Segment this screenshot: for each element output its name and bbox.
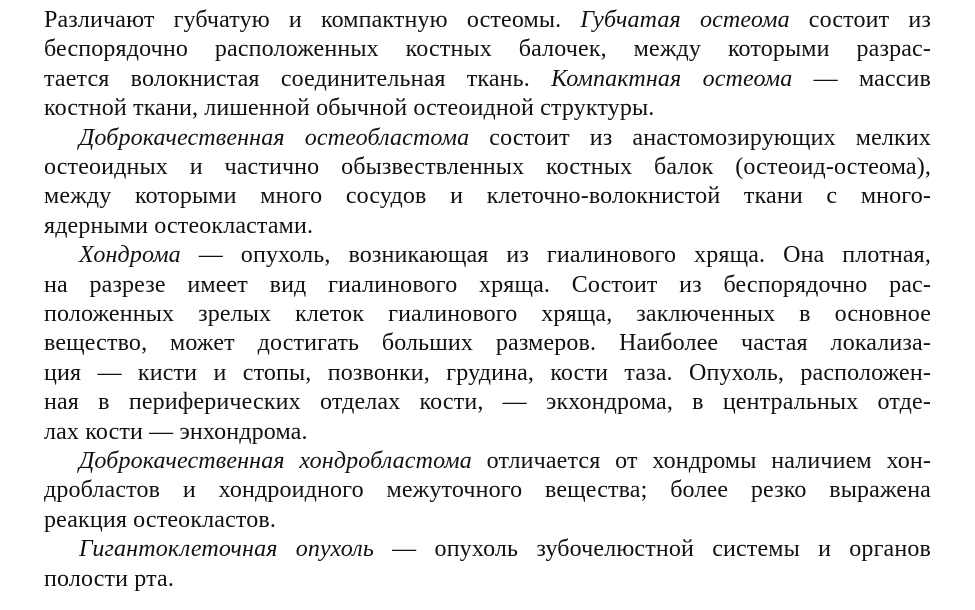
text-line bbox=[44, 212, 313, 241]
text-run: состоит из bbox=[789, 7, 931, 33]
text-run: положенных зрелых клеток гиалинового хряща, заключенных в основное bbox=[44, 301, 931, 327]
text-line bbox=[44, 506, 276, 535]
italic-term: Доброкачественная хондробластома bbox=[79, 448, 472, 474]
text-line bbox=[79, 535, 931, 564]
text-line bbox=[79, 241, 931, 270]
text-line bbox=[44, 476, 931, 505]
italic-term: Доброкачественная остеобластома bbox=[79, 124, 470, 151]
text-line bbox=[44, 6, 931, 35]
text-run: остеоидных и частично обызвествленных костных балок (остеоид-остеома), bbox=[44, 154, 931, 180]
text-run: — опухоль, возникающая из гиалинового хряща. Она плотная, bbox=[180, 242, 931, 269]
text-run: реакция остеокластов. bbox=[44, 506, 276, 533]
text-line bbox=[79, 124, 931, 153]
text-run: лах кости — энхондрома. bbox=[44, 418, 308, 445]
text-line bbox=[44, 359, 931, 388]
text-line bbox=[44, 65, 931, 94]
italic-term: Компактная остеома bbox=[551, 65, 793, 92]
text-run: полости рта. bbox=[44, 565, 175, 592]
text-run: — массив bbox=[792, 65, 931, 92]
text-line bbox=[79, 447, 931, 476]
text-run: дробластов и хондроидного межуточного вещества; более резко выражена bbox=[44, 477, 931, 504]
text-line bbox=[44, 94, 654, 123]
text-line bbox=[44, 300, 931, 329]
italic-term: Гигантоклеточная опухоль bbox=[79, 536, 374, 563]
text-run: Различают губчатую и компактную остеомы. bbox=[44, 7, 581, 33]
text-run: ядерными остеокластами. bbox=[44, 212, 314, 239]
text-line bbox=[44, 388, 931, 417]
text-run: на разрезе имеет вид гиалинового хряща. Состоит из беспорядочно рас- bbox=[44, 271, 931, 298]
text-run: вещество, может достигать больших размеров. Наиболее частая локализа- bbox=[44, 330, 931, 357]
text-line bbox=[44, 153, 931, 182]
text-run: тается волокнистая соединительная ткань. bbox=[44, 65, 552, 92]
text-line bbox=[44, 35, 931, 64]
text-run: между которыми много сосудов и клеточно-волокнистой ткани с много- bbox=[44, 183, 931, 210]
text-line bbox=[44, 182, 931, 211]
text-line bbox=[44, 418, 308, 447]
text-run: ная в периферических отделах кости, — экхондрома, в центральных отде- bbox=[44, 389, 931, 416]
text-run: беспорядочно расположенных костных балочек, между которыми разрас- bbox=[44, 36, 931, 63]
italic-term: Губчатая остеома bbox=[580, 7, 790, 33]
text-run: состоит из анастомозирующих мелких bbox=[469, 124, 931, 151]
text-run: ция — кисти и стопы, позвонки, грудина, кости таза. Опухоль, расположен- bbox=[44, 359, 931, 386]
text-line bbox=[44, 271, 931, 300]
text-run: отличается от хондромы наличием хон- bbox=[471, 448, 931, 474]
italic-term: Хондрома bbox=[79, 242, 181, 269]
text-run: костной ткани, лишенной обычной остеоидной структуры. bbox=[44, 95, 655, 122]
text-run: — опухоль зубочелюстной системы и органов bbox=[373, 536, 931, 563]
text-line bbox=[44, 329, 931, 358]
text-line bbox=[44, 565, 174, 594]
